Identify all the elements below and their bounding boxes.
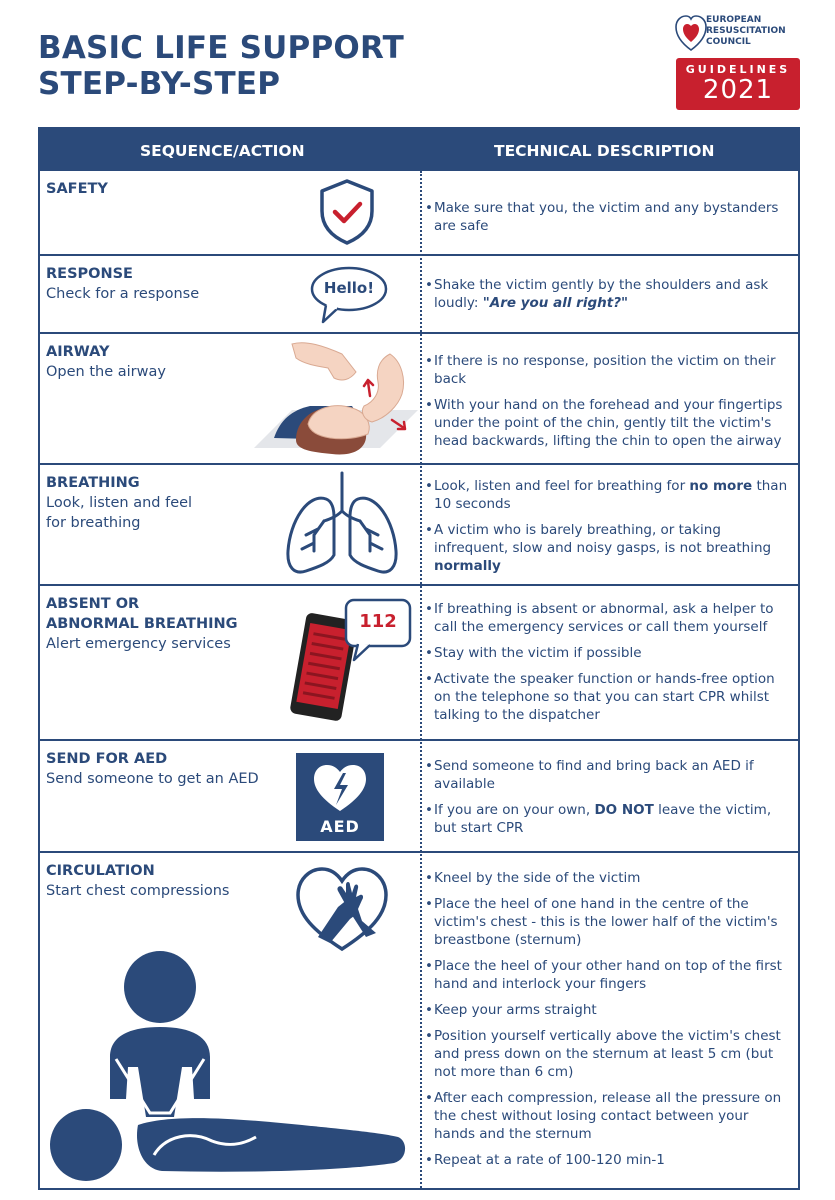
step-action-text: Open the airway	[46, 364, 166, 380]
description-text: If you are on your own,	[434, 802, 595, 818]
description-bold: normally	[434, 558, 501, 574]
description-bold: no more	[689, 478, 753, 494]
page-title	[38, 30, 404, 102]
step-description	[426, 869, 792, 1177]
erc-logo	[674, 12, 800, 110]
erc-name-2: RESUSCITATION	[706, 26, 786, 36]
bubble-text: 112	[359, 611, 397, 632]
description-item: • If there is no response, position the victim on their back	[426, 352, 792, 388]
step-send-aed	[40, 741, 798, 853]
description-item: • Stay with the victim if possible	[426, 644, 792, 662]
step-heading: SEND FOR AED	[46, 751, 168, 767]
table-header	[40, 129, 798, 171]
bubble-text: Hello!	[323, 279, 375, 297]
description-item: • Activate the speaker function or hands-free option on the telephone so that you can start CPR whilst talking to the dispatcher	[426, 670, 792, 724]
shield-check-icon	[316, 177, 378, 247]
step-action-text: Start chest compressions	[46, 883, 230, 899]
erc-name	[706, 15, 786, 48]
step-action-text: Look, listen and feel	[46, 495, 193, 511]
step-response	[40, 256, 798, 334]
step-circulation	[40, 853, 798, 1188]
description-item: • Position yourself vertically above the victim's chest and press down on the sternum at least 5 cm (but not more than 6 cm)	[426, 1027, 792, 1081]
step-heading: BREATHING	[46, 475, 140, 491]
description-item: • Send someone to find and bring back an AED if available	[426, 757, 792, 793]
cpr-figure-icon	[42, 949, 412, 1185]
step-heading: AIRWAY	[46, 344, 110, 360]
erc-name-1: EUROPEAN	[706, 15, 762, 25]
guidelines-badge	[676, 58, 800, 110]
step-description	[426, 757, 792, 845]
step-absent-breathing	[40, 586, 798, 741]
step-action	[46, 179, 296, 199]
step-safety	[40, 171, 798, 256]
description-item	[426, 477, 792, 513]
step-action	[46, 473, 296, 533]
step-action	[46, 594, 296, 654]
description-item: • Place the heel of your other hand on top of the first hand and interlock your fingers	[426, 957, 792, 993]
header-sequence-action: SEQUENCE/ACTION	[140, 142, 305, 160]
description-text: leave the victim, but start CPR	[434, 802, 772, 836]
description-item	[426, 276, 792, 312]
step-heading: RESPONSE	[46, 266, 133, 282]
description-item: • Repeat at a rate of 100-120 min-1	[426, 1151, 792, 1169]
step-action-text: Send someone to get an AED	[46, 771, 259, 787]
step-description	[426, 199, 792, 243]
step-airway	[40, 334, 798, 465]
erc-heart-icon	[674, 12, 708, 56]
step-action	[46, 749, 296, 789]
description-item: • After each compression, release all the pressure on the chest without losing contact between your hands and the sternum	[426, 1089, 792, 1143]
step-action	[46, 861, 296, 901]
description-item: • Make sure that you, the victim and any bystanders are safe	[426, 199, 792, 235]
step-action	[46, 264, 296, 304]
step-heading: ABSENT OR	[46, 596, 140, 612]
description-item: • Keep your arms straight	[426, 1001, 792, 1019]
step-heading: CIRCULATION	[46, 863, 155, 879]
description-item	[426, 521, 792, 575]
step-heading: ABNORMAL BREATHING	[46, 616, 238, 632]
aed-label: AED	[320, 817, 360, 836]
description-text: Shake the victim gently by the shoulders and ask loudly:	[434, 277, 769, 311]
step-breathing	[40, 465, 798, 586]
erc-name-3: COUNCIL	[706, 37, 751, 47]
description-item: • Place the heel of one hand in the centre of the victim's chest - this is the lower half of the victim's breastbone (sternum)	[426, 895, 792, 949]
header-technical-description: TECHNICAL DESCRIPTION	[494, 142, 715, 160]
description-emphasis: "Are you all right?"	[482, 295, 629, 311]
phone-112-icon	[284, 596, 414, 726]
aed-icon	[296, 753, 384, 841]
description-text: A victim who is barely breathing, or taking infrequent, slow and noisy gasps, is not breathing	[434, 522, 772, 556]
step-description	[426, 600, 792, 732]
step-description	[426, 276, 792, 320]
bls-table	[38, 127, 800, 1190]
lungs-icon	[284, 471, 400, 579]
step-action-text: for breathing	[46, 515, 141, 531]
guidelines-year: 2021	[702, 75, 774, 105]
title-line-2: STEP-BY-STEP	[38, 66, 281, 102]
description-item: • If breathing is absent or abnormal, ask a helper to call the emergency services or call them yourself	[426, 600, 792, 636]
description-item: • With your hand on the forehead and your fingertips under the point of the chin, gently tilt the victim's head backwards, lifting the chin to open the airway	[426, 396, 792, 450]
description-item	[426, 801, 792, 837]
head-tilt-icon	[252, 336, 420, 462]
step-action-text: Check for a response	[46, 286, 200, 302]
guidelines-label: GUIDELINES	[685, 63, 791, 76]
hands-heart-icon	[292, 863, 392, 955]
step-action-text: Alert emergency services	[46, 636, 231, 652]
description-text: Look, listen and feel for breathing for	[434, 478, 690, 494]
title-line-1: BASIC LIFE SUPPORT	[38, 30, 404, 66]
description-item: • Kneel by the side of the victim	[426, 869, 792, 887]
description-text: than 10 seconds	[434, 478, 788, 512]
step-heading: SAFETY	[46, 181, 108, 197]
speech-bubble-icon	[308, 264, 390, 326]
step-description	[426, 352, 792, 458]
step-description	[426, 477, 792, 583]
description-bold: DO NOT	[594, 802, 654, 818]
